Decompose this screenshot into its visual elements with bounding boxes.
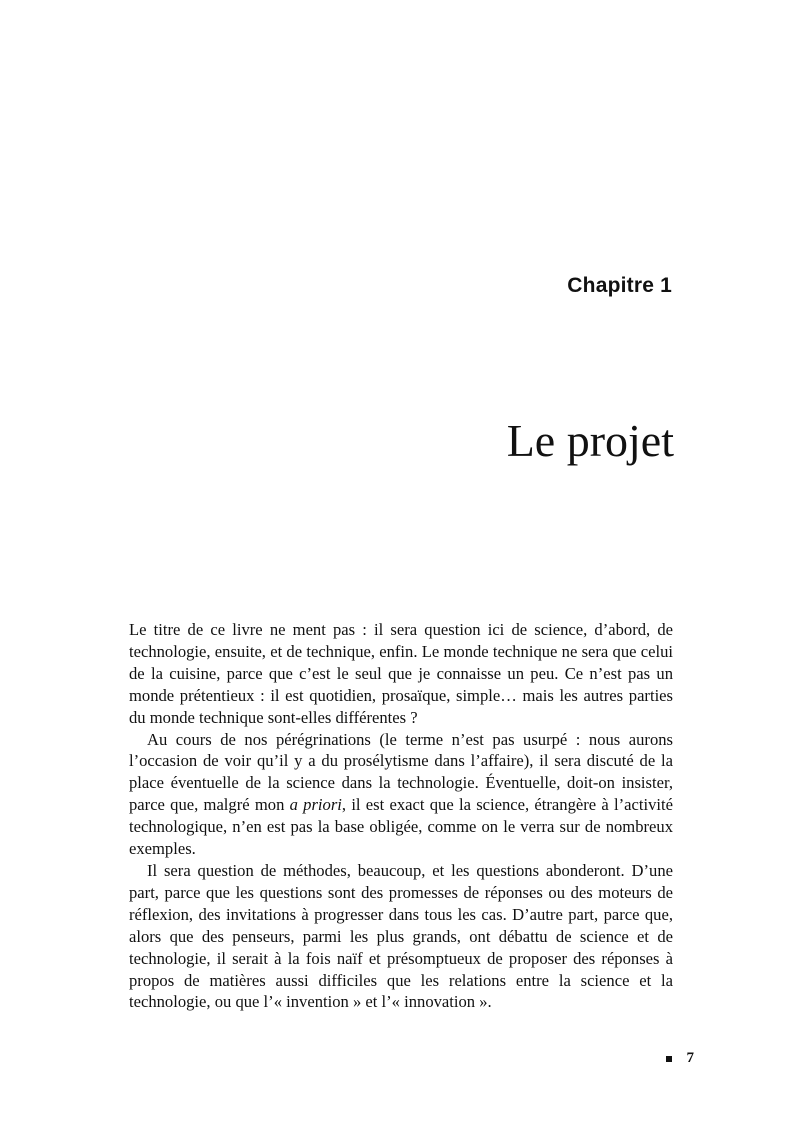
paragraph-2 — [129, 729, 673, 860]
paragraph-3: Il sera question de méthodes, beaucoup, et les questions abonderont. D’une part, parce que les questions sont des promesses de réponses ou des moteurs de réflexion, des invitations à progresser dans tous les cas. D’autre part, parce que, alors que des penseurs, parmi les plus grands, ont débattu de science et de technologie, il serait à la fois naïf et présomptueux de proposer des réponses à propos de matières aussi difficiles que les relations entre la science et la technologie, ou que l’« invention » et l’« innovation ». — [129, 860, 673, 1012]
square-bullet-icon — [666, 1056, 672, 1062]
chapter-label: Chapitre 1 — [567, 274, 672, 297]
italic-term: a priori — [289, 795, 342, 815]
chapter-title: Le projet — [506, 415, 674, 466]
page-footer — [666, 1050, 695, 1067]
paragraph-2-part-1: Au cours de nos pérégrinations (le terme n’est pas usurpé : nous aurons l’occasion de voir qu’il y a du prosélytisme dans l’affaire), il sera discuté de la place éventuelle de la science dans la technologie. Éventuelle, doit-on insister, parce que, malgré mon — [129, 729, 673, 815]
body-text — [129, 619, 673, 1013]
paragraph-2-part-2: , il est exact que la science, étrangère à l’activité technologique, n’en est pas la base obligée, comme on le verra sur de nombreux exemples. — [129, 795, 673, 859]
paragraph-1: Le titre de ce livre ne ment pas : il sera question ici de science, d’abord, de technologie, ensuite, et de technique, enfin. Le monde technique ne sera que celui de la cuisine, parce que c’est le seul que je connaisse un peu. Ce n’est pas un monde prétentieux : il est quotidien, prosaïque, simple… mais les autres parties du monde technique sont-elles différentes ? — [129, 620, 673, 727]
page-number: 7 — [686, 1050, 694, 1066]
